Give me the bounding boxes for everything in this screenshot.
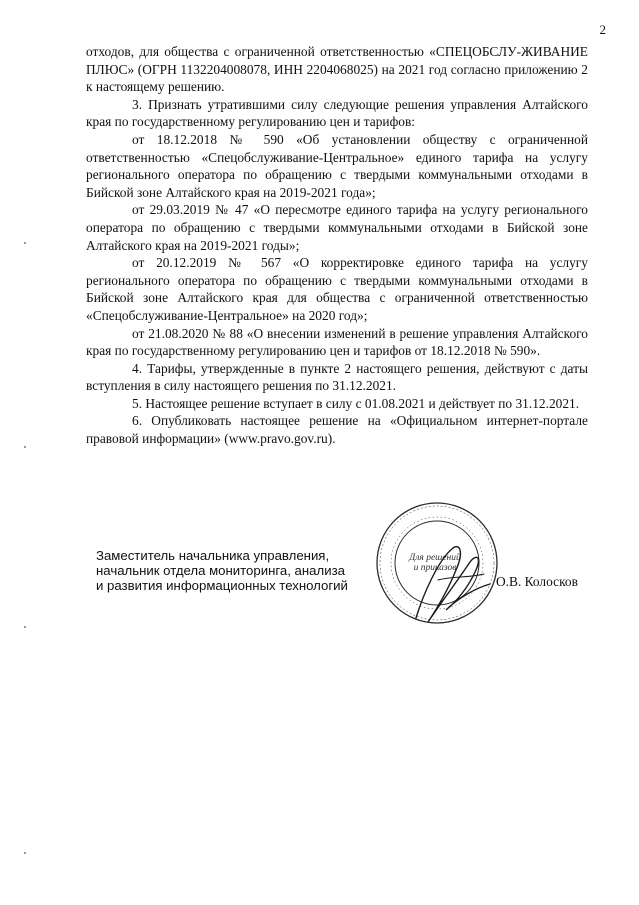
seal-caption-line: Для решений xyxy=(409,553,461,563)
scan-mark xyxy=(24,626,26,628)
scan-mark xyxy=(24,852,26,854)
signature-icon xyxy=(398,540,498,630)
paragraph-repealed-decision-567: от 20.12.2019 № 567 «О корректировке единого тарифа на услугу регионального оператора по обращению с твердыми коммунальными отходами в Бийской зоне Алтайского края для общества с ограниченной ответственностью «Спецобслуживание-Центральное» на 2020 год»; xyxy=(86,255,588,323)
paragraph-item-6: 6. Опубликовать настоящее решение на «Официальном интернет-портале правовой информации» (www.pravo.gov.ru). xyxy=(86,413,588,447)
signatory-name: О.В. Колосков xyxy=(496,574,578,589)
signatory-position-line: и развития информационных технологий xyxy=(96,578,348,593)
paragraph-item-3: 3. Признать утратившими силу следующие решения управления Алтайского края по государственному регулированию цен и тарифов: xyxy=(86,96,588,130)
paragraph-continuation: отходов, для общества с ограниченной ответственностью «СПЕЦОБСЛУ-ЖИВАНИЕ ПЛЮС» (ОГРН 1132204008078, ИНН 2204068025) на 2021 год согласно приложению 2 к настоящему решению. xyxy=(86,44,588,95)
signatory-position-line: Заместитель начальника управления, xyxy=(96,548,330,563)
paragraph-item-4: 4. Тарифы, утвержденные в пункте 2 настоящего решения, действуют с даты вступления в силу настоящего решения по 31.12.2021. xyxy=(86,360,588,394)
signatory-position xyxy=(96,548,348,593)
decision-body-text xyxy=(86,43,588,448)
paragraph-repealed-decision-590: от 18.12.2018 № 590 «Об установлении обществу с ограниченной ответственностью «Спецобслуживание-Центральное» единого тарифа на услугу регионального оператора по обращению с твердыми коммунальными отходами в Бийской зоне Алтайского края на 2019-2021 года»; xyxy=(86,131,588,200)
paragraph-item-5: 5. Настоящее решение вступает в силу с 01.08.2021 и действует по 31.12.2021. xyxy=(132,395,580,411)
scan-mark xyxy=(24,446,26,448)
signatory-position-line: начальник отдела мониторинга, анализа xyxy=(96,563,345,578)
seal-caption-line: и приказов xyxy=(413,563,457,573)
paragraph-repealed-decision-88: от 21.08.2020 № 88 «О внесении изменений в решение управления Алтайского края по государственному регулированию цен и тарифов от 18.12.2018 № 590». xyxy=(86,325,588,359)
scan-mark xyxy=(24,242,26,244)
paragraph-repealed-decision-47: от 29.03.2019 № 47 «О пересмотре единого тарифа на услугу регионального оператора по обращению с твердыми коммунальными отходами в Бийской зоне Алтайского края на 2019-2021 годы»; xyxy=(86,202,588,253)
handwritten-signature xyxy=(398,540,498,630)
page-number: 2 xyxy=(599,22,606,37)
